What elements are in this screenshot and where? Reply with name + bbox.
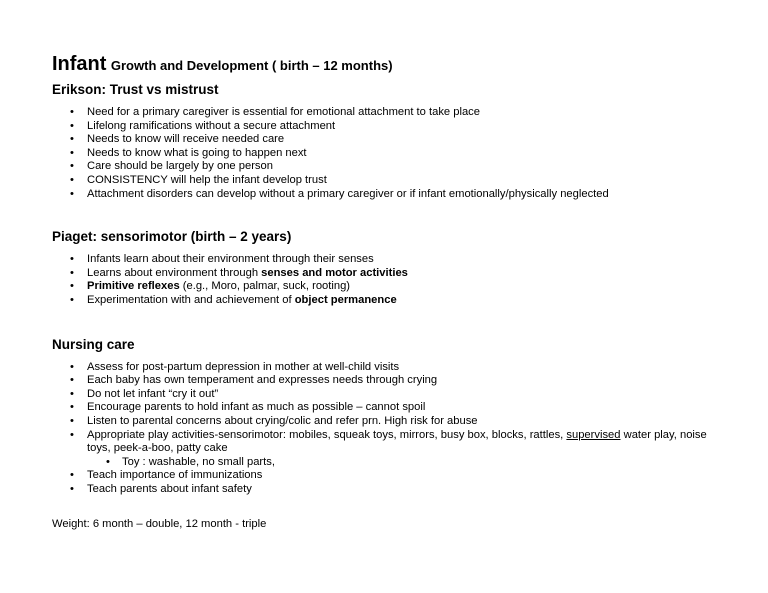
list-item: • Assess for post-partum depression in mother at well-child visits — [52, 361, 732, 375]
list-item: • Needs to know will receive needed care — [52, 133, 732, 147]
list-item: • Encourage parents to hold infant as much as possible – cannot spoil — [52, 401, 732, 415]
bold-text: senses and motor activities — [261, 266, 408, 279]
title-main: Infant — [52, 53, 107, 75]
text: Appropriate play activities-sensorimotor: mobiles, squeak toys, mirrors, busy box, blocks, rattles, — [87, 428, 567, 441]
nursing-list — [52, 361, 732, 497]
list-item: • Do not let infant “cry it out” — [52, 388, 732, 402]
text: Learns about environment through — [87, 266, 262, 279]
list-item: • Each baby has own temperament and expresses needs through crying — [52, 374, 732, 388]
list-item — [52, 429, 732, 456]
list-item: • Infants learn about their environment through their senses — [52, 253, 732, 267]
list-item: • Need for a primary caregiver is essential for emotional attachment to take place — [52, 106, 732, 120]
document-page — [52, 52, 732, 532]
title-sub: Growth and Development ( birth – 12 months) — [110, 58, 393, 73]
list-item: • Lifelong ramifications without a secure attachment — [52, 120, 732, 134]
list-item — [52, 294, 732, 308]
underlined-text: supervised — [566, 428, 621, 441]
erikson-heading: Erikson: Trust vs mistrust — [52, 82, 219, 97]
sub-list-item: • Toy : washable, no small parts, — [52, 456, 732, 470]
bold-text: object permanence — [294, 293, 397, 306]
erikson-list — [52, 106, 732, 201]
piaget-list — [52, 253, 732, 307]
list-item — [52, 267, 732, 281]
piaget-heading: Piaget: sensorimotor (birth – 2 years) — [52, 229, 292, 245]
list-item: • Care should be largely by one person — [52, 160, 732, 174]
text: (e.g., Moro, palmar, suck, rooting) — [179, 280, 351, 293]
text: Experimentation with and achievement of — [87, 293, 295, 306]
list-item: • Needs to know what is going to happen next — [52, 147, 732, 161]
list-item: • CONSISTENCY will help the infant develop trust — [52, 174, 732, 188]
list-item: • Listen to parental concerns about crying/colic and refer prn. High risk for abuse — [52, 415, 732, 429]
page-title — [52, 52, 732, 76]
list-item — [52, 280, 732, 294]
nursing-heading: Nursing care — [52, 336, 135, 352]
list-item: • Attachment disorders can develop without a primary caregiver or if infant emotionally/physically neglected — [52, 188, 732, 202]
weight-note: Weight: 6 month – double, 12 month - triple — [52, 518, 267, 531]
bold-text: Primitive reflexes — [87, 280, 180, 293]
text: water play, noise toys, peek-a-boo, patty cake — [87, 428, 707, 455]
list-item: • Teach parents about infant safety — [52, 483, 732, 497]
list-item: • Teach importance of immunizations — [52, 469, 732, 483]
